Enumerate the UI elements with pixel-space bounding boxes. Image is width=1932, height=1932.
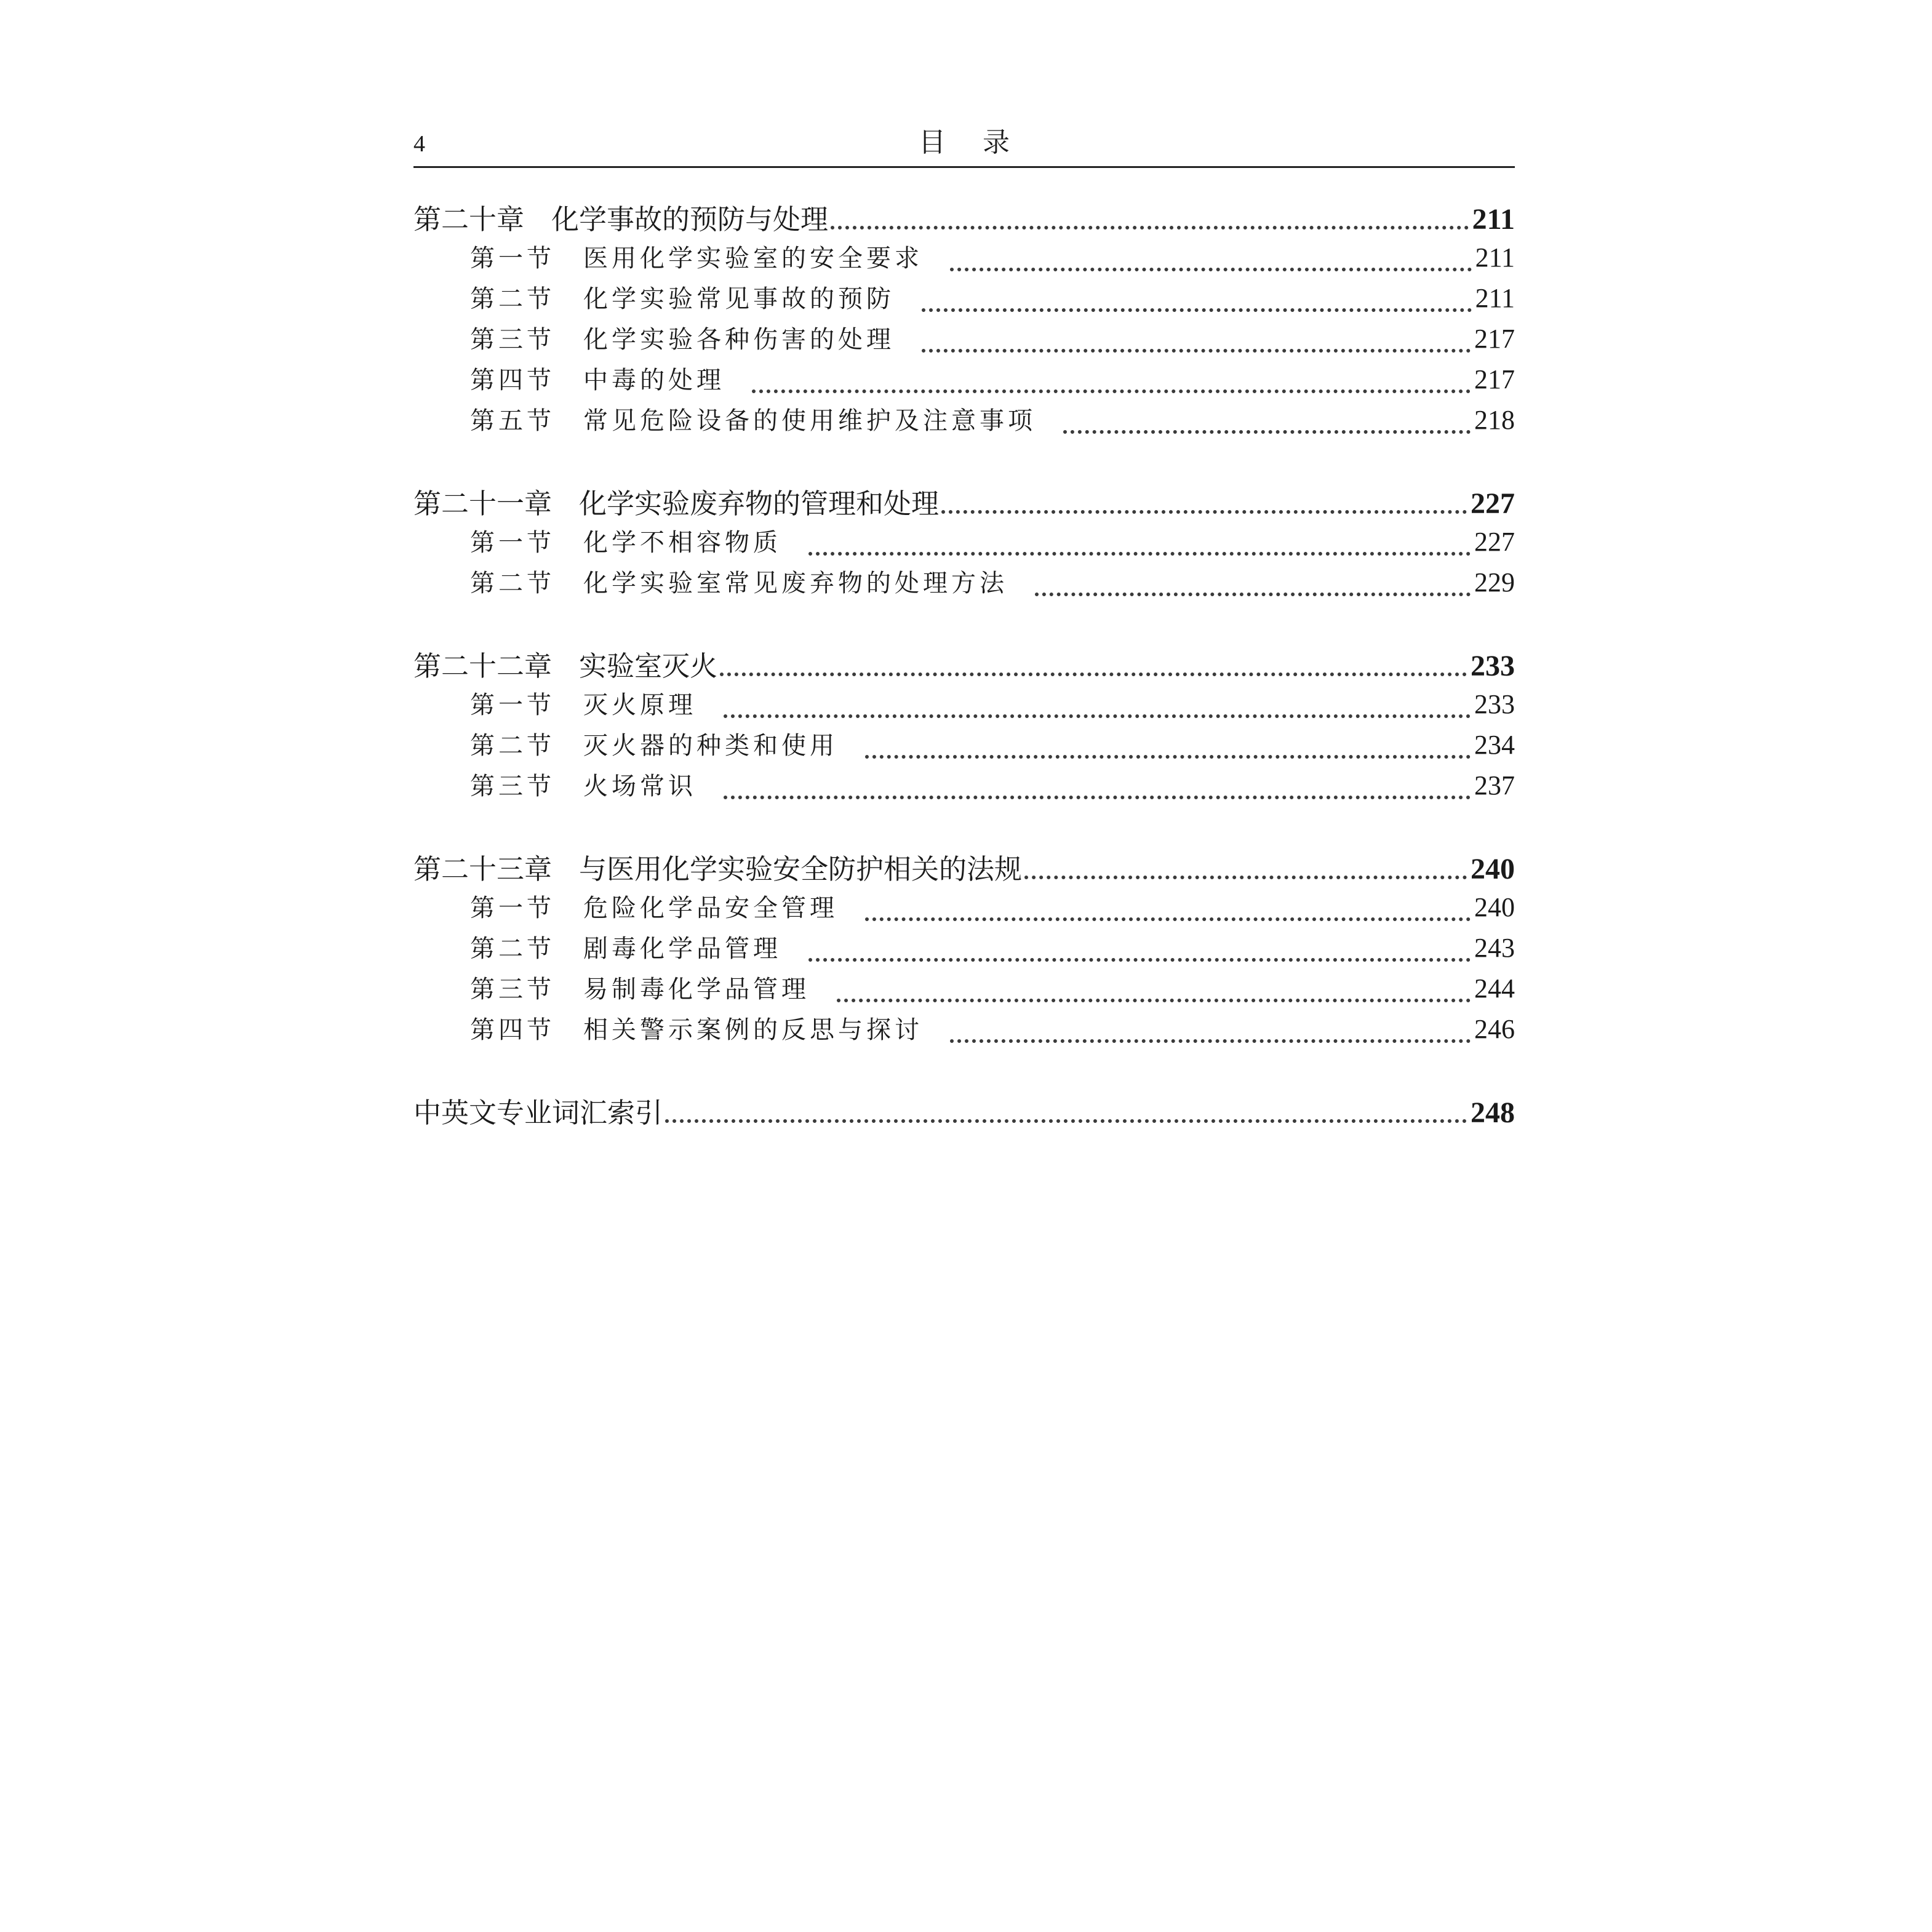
- section-title: 医用化学实验室的安全要求: [583, 244, 923, 273]
- section-title: 危险化学品安全管理: [583, 894, 838, 922]
- dot-leader: [752, 389, 1471, 393]
- toc-section-entry[interactable]: [413, 239, 1515, 279]
- section-number: 第四节: [470, 1016, 555, 1044]
- toc-index-block: [413, 1090, 1515, 1132]
- toc-section-entry[interactable]: [413, 320, 1515, 361]
- section-title: 灭火原理: [583, 691, 697, 719]
- section-number: 第一节: [470, 691, 555, 719]
- index-page-number: 248: [1471, 1096, 1515, 1129]
- chapter-page-number: 233: [1471, 650, 1515, 682]
- toc-section-entry[interactable]: [413, 970, 1515, 1010]
- section-title: 火场常识: [583, 772, 697, 800]
- section-page-number: 237: [1474, 770, 1515, 800]
- toc-chapter-block: [413, 197, 1515, 442]
- dot-leader: [865, 917, 1471, 921]
- section-title: 化学实验常见事故的预防: [583, 285, 895, 313]
- section-page-number: 240: [1474, 892, 1515, 922]
- section-number: 第一节: [470, 894, 555, 922]
- toc-section-entry[interactable]: [413, 685, 1515, 726]
- section-page-number: 227: [1474, 527, 1515, 557]
- chapter-title: 化学实验废弃物的管理和处理: [579, 487, 940, 520]
- toc-section-entry[interactable]: [413, 279, 1515, 320]
- section-page-number: 244: [1474, 973, 1515, 1004]
- section-title: 化学不相容物质: [583, 529, 781, 557]
- section-page-number: 218: [1474, 405, 1515, 435]
- chapter-number: 第二十一章: [413, 487, 553, 520]
- toc-section-entry[interactable]: [413, 401, 1515, 442]
- chapter-page-number: 211: [1472, 203, 1515, 236]
- section-page-number: 217: [1474, 364, 1515, 394]
- section-number: 第三节: [470, 325, 555, 354]
- running-head: [413, 127, 1515, 168]
- section-title: 相关警示案例的反思与探讨: [583, 1016, 923, 1044]
- toc-section-entry[interactable]: [413, 523, 1515, 564]
- chapter-number: 第二十二章: [413, 650, 553, 682]
- section-number: 第三节: [470, 975, 555, 1004]
- dot-leader: [1024, 876, 1467, 879]
- section-number: 第五节: [470, 407, 555, 435]
- chapter-title: 与医用化学实验安全防护相关的法规: [579, 853, 1023, 885]
- chapter-number: 第二十章: [413, 203, 525, 236]
- toc-chapter-block: [413, 847, 1515, 1051]
- dot-leader: [950, 268, 1472, 271]
- section-page-number: 211: [1475, 283, 1515, 313]
- section-page-number: 246: [1474, 1014, 1515, 1044]
- section-number: 第一节: [470, 529, 555, 557]
- section-page-number: 211: [1475, 242, 1515, 273]
- section-title: 常见危险设备的使用维护及注意事项: [583, 407, 1036, 435]
- section-number: 第二节: [470, 732, 555, 760]
- dot-leader: [665, 1119, 1467, 1123]
- dot-leader: [865, 755, 1471, 759]
- dot-leader: [922, 349, 1471, 353]
- dot-leader: [837, 999, 1471, 1002]
- dot-leader: [950, 1039, 1471, 1043]
- dot-leader: [1035, 593, 1471, 596]
- chapter-page-number: 227: [1471, 487, 1515, 520]
- dot-leader: [720, 673, 1467, 676]
- dot-leader: [922, 308, 1472, 312]
- toc-section-entry[interactable]: [413, 888, 1515, 929]
- toc-section-entry[interactable]: [413, 929, 1515, 970]
- section-page-number: 243: [1474, 933, 1515, 963]
- chapter-number: 第二十三章: [413, 853, 553, 885]
- dot-leader: [724, 796, 1471, 799]
- dot-leader: [724, 714, 1471, 718]
- section-number: 第二节: [470, 935, 555, 963]
- dot-leader: [808, 552, 1471, 556]
- chapter-page-number: 240: [1471, 853, 1515, 885]
- chapter-title: 实验室灭火: [579, 650, 718, 682]
- section-page-number: 234: [1474, 730, 1515, 760]
- section-title: 剧毒化学品管理: [583, 935, 781, 963]
- toc-chapter-entry[interactable]: [413, 197, 1515, 239]
- index-title: 中英文专业词汇索引: [413, 1096, 663, 1129]
- dot-leader: [831, 226, 1469, 230]
- section-page-number: 217: [1474, 324, 1515, 354]
- section-number: 第二节: [470, 569, 555, 597]
- toc-chapter-entry[interactable]: [413, 481, 1515, 523]
- section-title: 易制毒化学品管理: [583, 975, 810, 1004]
- dot-leader: [1063, 430, 1471, 434]
- section-title: 灭火器的种类和使用: [583, 732, 838, 760]
- section-number: 第二节: [470, 285, 555, 313]
- toc-chapter-block: [413, 644, 1515, 807]
- section-title: 化学实验各种伤害的处理: [583, 325, 895, 354]
- toc-chapter-entry[interactable]: [413, 644, 1515, 685]
- page-number: 4: [413, 131, 425, 157]
- toc-chapter-entry[interactable]: [413, 847, 1515, 888]
- table-of-contents: [413, 197, 1515, 1172]
- toc-index-entry[interactable]: [413, 1090, 1515, 1132]
- toc-section-entry[interactable]: [413, 1010, 1515, 1051]
- dot-leader: [941, 510, 1467, 514]
- toc-section-entry[interactable]: [413, 564, 1515, 604]
- dot-leader: [808, 958, 1471, 962]
- section-page-number: 229: [1474, 567, 1515, 597]
- section-number: 第四节: [470, 366, 555, 394]
- chapter-title: 化学事故的预防与处理: [551, 203, 829, 236]
- section-page-number: 233: [1474, 689, 1515, 719]
- section-title: 中毒的处理: [583, 366, 725, 394]
- toc-section-entry[interactable]: [413, 726, 1515, 767]
- toc-section-entry[interactable]: [413, 361, 1515, 401]
- running-title: 目录: [919, 127, 1047, 158]
- toc-chapter-block: [413, 481, 1515, 604]
- section-title: 化学实验室常见废弃物的处理方法: [583, 569, 1008, 597]
- section-number: 第一节: [470, 244, 555, 273]
- toc-section-entry[interactable]: [413, 767, 1515, 807]
- section-number: 第三节: [470, 772, 555, 800]
